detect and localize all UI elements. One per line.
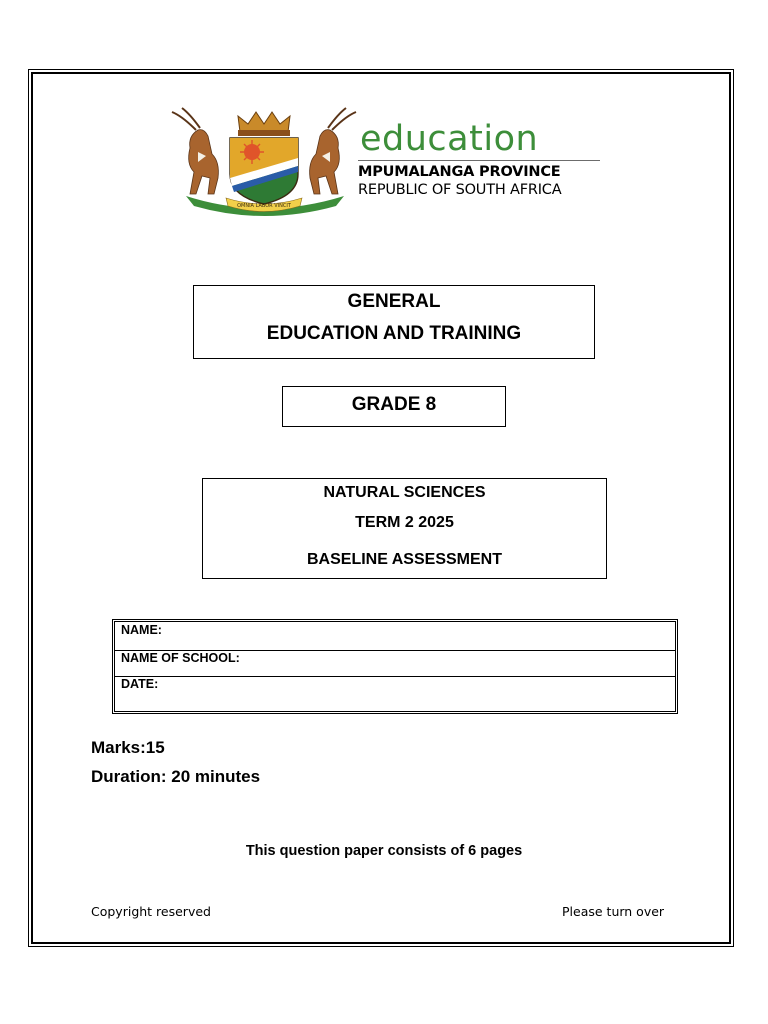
subject-term: TERM 2 2025 (355, 514, 454, 531)
turn-over-text: Please turn over (562, 904, 665, 919)
copyright-text: Copyright reserved (91, 904, 211, 919)
learner-info-table (112, 619, 678, 714)
pages-note: This question paper consists of 6 pages (245, 843, 523, 859)
logo-province: MPUMALANGA PROVINCE (358, 164, 561, 180)
duration-label: Duration: 20 minutes (91, 767, 261, 786)
header-line1: GENERAL (347, 291, 441, 312)
logo-text (358, 120, 603, 200)
header-line2: EDUCATION AND TRAINING (266, 323, 522, 344)
logo-divider (358, 160, 600, 161)
header-box (193, 285, 595, 359)
school-name-field[interactable]: NAME OF SCHOOL: (115, 650, 675, 677)
grade-box (282, 386, 506, 427)
date-field[interactable]: DATE: (121, 677, 159, 691)
name-field[interactable]: NAME: (115, 622, 675, 651)
education-logo (168, 106, 603, 218)
subject-box (202, 478, 607, 579)
subject-name: NATURAL SCIENCES (323, 484, 486, 501)
logo-country: REPUBLIC OF SOUTH AFRICA (358, 182, 562, 198)
marks-label: Marks:15 (91, 738, 165, 757)
coat-of-arms-icon (168, 106, 360, 218)
svg-text:OMNIA LABOR VINCIT: OMNIA LABOR VINCIT (237, 203, 291, 209)
assessment-type: BASELINE ASSESSMENT (307, 551, 502, 568)
grade-label: GRADE 8 (351, 394, 437, 415)
logo-title: education (360, 119, 539, 159)
